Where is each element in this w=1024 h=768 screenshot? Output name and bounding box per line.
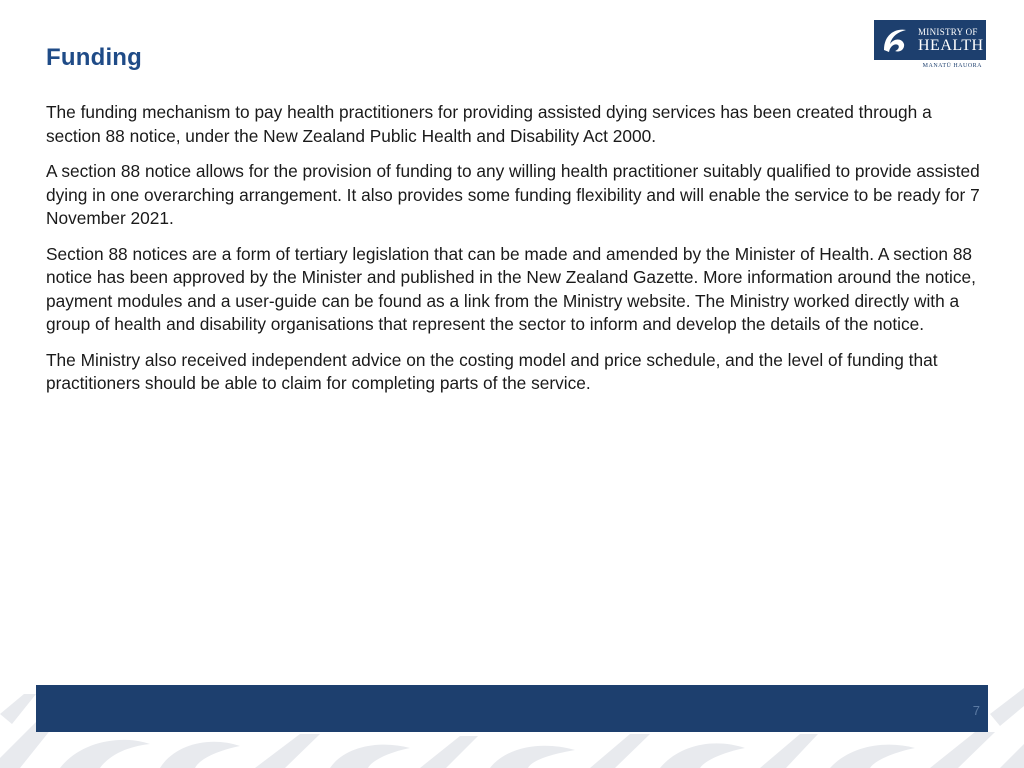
paragraph-2: A section 88 notice allows for the provision of funding to any willing health practitioner suitably qualified to provide assisted dying in one overarching arrangement. It also provides some funding flexibility and will enable the service to be ready for 7 November 2021. bbox=[46, 161, 980, 228]
koru-icon bbox=[878, 24, 912, 56]
logo-line2: HEALTH bbox=[918, 37, 984, 54]
paragraph-4: The Ministry also received independent advice on the costing model and price schedule, and the level of funding that practitioners should be able to claim for completing parts of the service. bbox=[46, 349, 938, 393]
slide-title: Funding bbox=[46, 44, 143, 71]
ministry-of-health-logo bbox=[874, 20, 986, 72]
logo-subtitle: MANATŪ HAUORA bbox=[922, 63, 982, 69]
paragraph-3: Section 88 notices are a form of tertiary legislation that can be made and amended by the Minister of Health. A section 88 notice has been approved by the Minister and published in the New Zealand Gazette. More information around the notice, payment modules and a user-guide can be found as a link from the Ministry website. The Ministry worked directly with a group of health and disability organisations that represent the sector to inform and develop the details of the notice. bbox=[46, 243, 976, 334]
logo-box bbox=[874, 20, 986, 60]
body-text bbox=[46, 101, 991, 408]
logo-line1: MINISTRY OF bbox=[918, 27, 978, 37]
page-number: 7 bbox=[972, 703, 980, 718]
paragraph-1: The funding mechanism to pay health practitioners for providing assisted dying services has been created through a section 88 notice, under the New Zealand Public Health and Disability Act 2000. bbox=[46, 102, 932, 146]
footer-band bbox=[36, 685, 988, 732]
